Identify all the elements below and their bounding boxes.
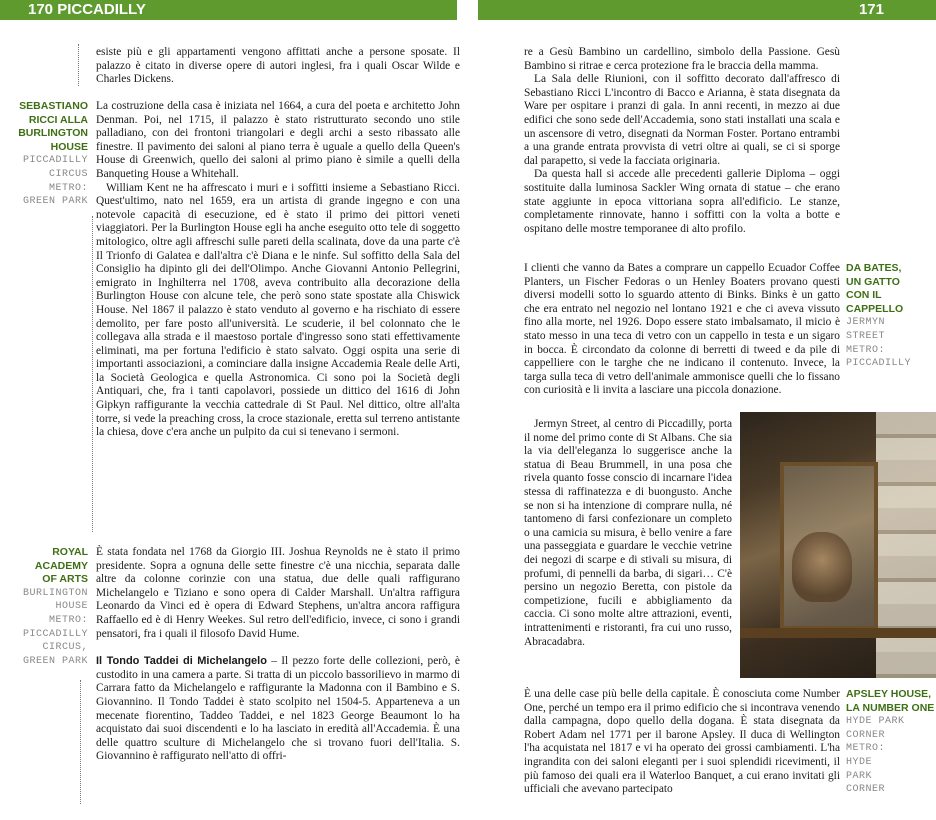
location-line: PARK bbox=[846, 770, 873, 782]
location-line: CORNER bbox=[846, 784, 886, 796]
sidebar-heading-royal-academy bbox=[0, 546, 88, 668]
location-line: HOUSE bbox=[55, 601, 88, 613]
display-shelf bbox=[740, 628, 936, 638]
paragraph: re a Gesù Bambino un cardellino, simbolo della Passione. Gesù Bambino si ritrae e cerca protezione fra le braccia della mamma. bbox=[524, 46, 840, 72]
paragraph: William Kent ne ha affrescato i muri e i soffitti insieme a Sebastiano Ricci. Quest'ultimo, nato nel 1659, era un artista di grande ingegno e con una notevole capacità di esecuzione, ed è stato il primo dei pittori veneti viaggiatori. Per la Burlington House egli ha anche eseguito otto tele di soggetto mitologico, oltre agli affreschi sulle pareti della scalinata, dove da una parte c'è Il Trionfo di Galatea e dall'altra c'è Diana e le ninfe. Sul soffitto della Sala del Consiglio ha dipinto gli dei dell'Olimpo. Anche Giovanni Antonio Pellegrini, emigrato in Inghilterra nel 1708, aveva contribuito alla decorazione della Burlington House con alcune tele, che però sono state spostate alla Chiswick House. Nel 1867 il palazzo è stato venduto al governo e ha rischiato di essere demolito, per fare posto all'università. Le scuderie, il bel colonnato che le collegava alla strada e il maestoso portale d'ingresso sono stati effettivamente eliminati, ma per fortuna l'edificio è stato salvato. Oggi ospita una serie di importanti associazioni, a cominciare dalla insigne Accademia Reale delle Arti, la Società Geologica e quella Astronomica. Ci sono poi la Società degli Antiquari, che, fra i tanti capolavori, possiede un dittico del 1616 di John Gipkyn raffigurante la vecchia cattedrale di St Paul. Nel dittico, oltre all'alta torre, si vede la preaching cross, la croce stazionale, eretta sul terreno antistante la chiesa, dove c'era anche un pulpito da cui si tenevano i sermoni. bbox=[96, 181, 460, 439]
location-line: CORNER bbox=[846, 729, 886, 741]
paragraph: La costruzione della casa è iniziata nel 1664, a cura del poeta e architetto John Denman. Poi, nel 1715, il palazzo è stato ristrutturato secondo uno stile palladiano, con dei frontoni triangolari e degli archi a sesto ribassato alle finestre. Il pavimento dei saloni al piano terra è uguale a quello della Queen's House di Greenwich, quello dei saloni al primo piano è simile a quelli della Banqueting House a Whitehall. bbox=[96, 100, 460, 180]
paragraph: Da questa hall si accede alle precedenti gallerie Diploma – oggi sostituite dalla luminosa Sackler Wing ornata di statue – che erano state aggiunte in epoca vittoriana sopra all'edificio. Le stanze, completamente rinnovate, hanno i soffitti con la volta a botte e ospitano delle mostre temporanee di alto profilo. bbox=[524, 168, 840, 235]
sidebar-heading-burlington bbox=[0, 100, 88, 209]
page-header-left bbox=[0, 0, 457, 20]
location-line: METRO: bbox=[48, 182, 88, 194]
title-line: UN GATTO bbox=[846, 275, 900, 288]
margin-rule-1 bbox=[78, 44, 79, 86]
sidebar-location bbox=[846, 715, 936, 797]
margin-rule-2 bbox=[92, 216, 93, 532]
sidebar-heading-bates bbox=[846, 262, 936, 371]
sidebar-location bbox=[0, 154, 88, 208]
sidebar-title bbox=[0, 100, 88, 154]
location-line: PICCADILLY bbox=[22, 628, 88, 640]
location-line: PICCADILLY bbox=[846, 358, 912, 370]
location-line: PICCADILLY bbox=[22, 155, 88, 167]
apsley-text bbox=[524, 688, 840, 797]
tondo-text: – Il pezzo forte delle collezioni, però, è custodito in una camera a parte. Si tratta di un piccolo bassorilievo in marmo di Carrara fatto da Michelangelo e raffigurante la Madonna con il Bambino e S. Giovannino. Il Tondo Taddei è stato scolpito nel 1504-5. Apparteneva a un mecenate fiorentino, Taddeo Taddei, e nel 1823 George Beaumont lo ha acquistato dai suoi discendenti e lo ha lasciato in eredità all'Accademia. È una delle quattro sculture di Michelangelo che si trovano fuori dell'Italia. S. Giovannino è raffigurato nell'atto di offri- bbox=[96, 655, 460, 763]
title-line: APSLEY HOUSE, bbox=[846, 688, 931, 700]
location-line: STREET bbox=[846, 330, 886, 342]
photo-cat-in-glass-case bbox=[740, 412, 936, 678]
title-line: LA NUMBER ONE bbox=[846, 701, 935, 714]
stuffed-cat bbox=[792, 532, 852, 602]
title-line: RICCI ALLA bbox=[28, 113, 88, 126]
hatbox-stack bbox=[876, 412, 936, 678]
paragraph: esiste più e gli appartamenti vengono affittati anche a persone sposate. Il palazzo è citato in diverse opere di autori inglesi, fra i quali Oscar Wilde e Charles Dickens. bbox=[96, 46, 460, 86]
sidebar-title bbox=[0, 546, 88, 587]
sidebar-heading-apsley bbox=[846, 688, 936, 797]
paragraph: Jermyn Street, al centro di Piccadilly, porta il nome del primo conte di St Albans. Che sia la via dell'eleganza lo suggerisce anche la statua di Beau Brummell, in una posa che rivela quanto fosse conscio di incarnare l'idea stessa di raffinatezza e di buongusto. Anche se non si ha intenzione di comprare nulla, né tantomeno di farsi confezionare un completo o una camicia su misura, è bello venire a fare una passeggiata e guardare le vecchie vetrine dei negozi di scarpe e di stivali su misura, di profumi, di pennelli da barba, di sigari… C'è persino un negozio Beretta, con pistole da competizione, fucili e abbigliamento da caccia. Ci sono molte altre attrazioni, eventi, intrattenimenti e ristoranti, fra cui uno russo, Abracadabra. bbox=[524, 418, 732, 648]
location-line: BURLINGTON bbox=[22, 587, 88, 599]
royal-academy-text bbox=[96, 546, 460, 764]
title-line: CON IL CAPPELLO bbox=[846, 289, 904, 315]
left-intro-text bbox=[96, 46, 460, 87]
paragraph: È stata fondata nel 1768 da Giorgio III. Joshua Reynolds ne è stato il primo presidente. Sopra a ognuna delle sette finestre c'è una nicchia, separata dalle altre da colonne corinzie con una statua, due delle quali raffigurano Michelangelo e Tiziano e sono opera di Calder Marshall. Un'altra raffigura Leonardo da Vinci ed è opera di Edward Stephens, un'altra ancora raffigura Raffaello ed è di Henry Weekes. Sul retro dell'edificio, invece, ci sono i grandi pensatori, fra i quali il filosofo David Hume. bbox=[96, 546, 460, 640]
jermyn-text bbox=[524, 418, 732, 649]
location-line: HYDE bbox=[846, 756, 873, 768]
paragraph: La Sala delle Riunioni, con il soffitto decorato dall'affresco di Sebastiano Ricci L'incontro di Bacco e Arianna, è stata disegnata da Ware per ospitare i pranzi di gala. In anni recenti, in mezzo ai due edifici che sono sede dell'Accademia, sono stati installati una scala e un ascensore di vetro, disegnati da Norman Foster. Portano entrambi a una grande entrata provvista di vetri oltre ai quali, se ci si sporge dal parapetto, si vede la facciata originaria. bbox=[524, 73, 840, 167]
location-line: METRO: bbox=[846, 743, 886, 755]
sidebar-location bbox=[0, 587, 88, 669]
location-line: CIRCUS, bbox=[42, 642, 88, 654]
location-line: GREEN PARK bbox=[22, 196, 88, 208]
bates-text bbox=[524, 262, 840, 398]
paragraph: I clienti che vanno da Bates a comprare un cappello Ecuador Coffee Planters, un Fischer Fedoras o un Henley Boaters provano questi diversi modelli sotto lo sguardo attento di Binks. Binks è un gatto che era entrato nel negozio nel lontano 1921 e che ci aveva vissuto fino alla morte, nel 1926. Dopo essere stato imbalsamato, il micio è stato messo in una teca di vetro con un cappello in testa e un sigaro in bocca. È circondato da colonne di berretti di tweed e da pile di cappelliere con le targhe che ne indicano il contenuto. Invece, la targa sulla teca di vetro dell'animale ammonisce quelli che lo fissano con curiosità e li invita a lasciare una piccola donazione. bbox=[524, 262, 840, 397]
right-intro-text bbox=[524, 46, 840, 236]
page-number-left: 170 PICCADILLY bbox=[28, 1, 146, 18]
burlington-text bbox=[96, 100, 460, 440]
margin-rule-3 bbox=[80, 680, 81, 804]
sidebar-title bbox=[846, 262, 936, 316]
title-line: HOUSE bbox=[50, 140, 88, 153]
page-number-right: 171 bbox=[858, 1, 884, 18]
location-line: HYDE PARK bbox=[846, 716, 905, 728]
location-line: METRO: bbox=[846, 344, 886, 356]
location-line: JERMYN bbox=[846, 317, 886, 329]
title-line: ROYAL bbox=[52, 546, 88, 558]
sidebar-location bbox=[846, 316, 936, 370]
title-line: ACADEMY bbox=[34, 559, 88, 572]
page-header-right bbox=[478, 0, 936, 20]
sidebar-title bbox=[846, 688, 936, 715]
title-line: OF ARTS bbox=[42, 573, 88, 586]
tondo-paragraph bbox=[96, 655, 460, 764]
location-line: GREEN PARK bbox=[22, 655, 88, 667]
title-line: SEBASTIANO bbox=[19, 100, 88, 112]
title-line: DA BATES, bbox=[846, 262, 902, 274]
location-line: CIRCUS bbox=[48, 168, 88, 180]
tondo-lead: Il Tondo Taddei di Michelangelo bbox=[96, 655, 267, 668]
title-line: BURLINGTON bbox=[18, 127, 88, 140]
location-line: METRO: bbox=[48, 614, 88, 626]
paragraph: È una delle case più belle della capitale. È conosciuta come Number One, perché un tempo era il primo edificio che si incontrava venendo dalla campagna, dopo quello della dogana. È stata disegnata da Robert Adam nel 1771 per il barone Apsley. Il duca di Wellington l'ha acquistata nel 1817 e vi ha operato dei grossi cambiamenti. L'ha ingrandita con dei saloni eleganti per i suoi splendidi ricevimenti, il più famoso dei quali era il Waterloo Banquet, a cui erano invitati gli ufficiali che avevano partecipato bbox=[524, 688, 840, 796]
